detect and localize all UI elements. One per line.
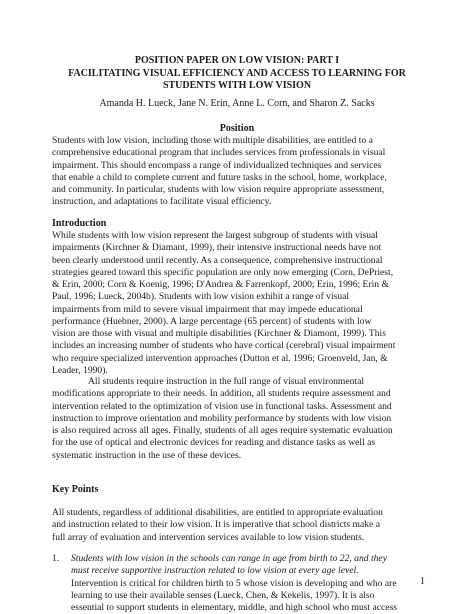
list-item-number: 1. bbox=[52, 553, 60, 564]
introduction-heading: Introduction bbox=[52, 218, 107, 229]
introduction-paragraph-2 bbox=[52, 376, 432, 462]
text-line: & Erin, 2000; Corn & Koenig, 1996; D'Andrea & Farrenkopf, 2000; Erin, 1996; Erin & bbox=[52, 279, 389, 290]
text-line: systematic instruction in the use of these devices. bbox=[52, 449, 242, 461]
text-line: Leader, 1990). bbox=[52, 364, 108, 376]
text-line: All students, regardless of additional disabilities, are entitled to appropriate evaluation bbox=[52, 507, 383, 518]
key-points-heading: Key Points bbox=[52, 484, 99, 495]
text-line: includes an increasing number of students who have cortical (cerebral) visual impairment bbox=[52, 340, 396, 352]
author-line: Amanda H. Lueck, Jane N. Erin, Anne L. Corn, and Sharon Z. Sacks bbox=[99, 98, 375, 109]
text-line: modifications appropriate to their needs. In addition, all students require assessment and bbox=[52, 388, 391, 400]
text-line: performance (Huebner, 2000). A large percentage (65 percent) of students with low bbox=[52, 315, 372, 327]
text-line: who require specialized intervention approaches (Dutton et al. 1996; Groenveld, Jan, & bbox=[52, 352, 388, 364]
text-line: Paul, 1996; Lueck, 2004b). Students with low vision exhibit a range of visual bbox=[52, 291, 350, 303]
title-line: FACILITATING VISUAL EFFICIENCY AND ACCESS TO LEARNING FOR bbox=[68, 67, 406, 79]
text-line: All students require instruction in the full range of visual environmental bbox=[88, 376, 365, 387]
text-line: impairments (Kirchner & Diamant, 1999), their intensive instructional needs have not bbox=[52, 242, 382, 254]
text-line: that enable a child to complete current and future tasks in the school, home, workplace, bbox=[52, 171, 387, 183]
list-item bbox=[71, 553, 433, 614]
position-paragraph bbox=[52, 135, 432, 209]
text-line: learning to use their available senses (Lueck, Chen, & Kekelis, 1997). It is also bbox=[71, 589, 375, 601]
title-line: STUDENTS WITH LOW VISION bbox=[162, 80, 312, 91]
key-points-intro bbox=[52, 507, 432, 544]
document-title bbox=[60, 55, 414, 93]
text-line: full array of evaluation and intervention services available to low vision students. bbox=[52, 531, 365, 543]
position-heading: Position bbox=[219, 123, 255, 134]
text-line: for the use of optical and electronic devices for reading and distance tasks as well as bbox=[52, 437, 376, 449]
text-line: and community. In particular, students with low vision require appropriate assessment, bbox=[52, 184, 385, 195]
text-line: strategies geared toward this specific population are only now emerging (Corn, DePriest, bbox=[52, 266, 394, 278]
text-line: Intervention is critical for children birth to 5 whose vision is developing and who are bbox=[71, 577, 397, 589]
text-line: vision are those with visual and multiple disabilities (Kirchner & Diamont, 1999). This bbox=[52, 328, 386, 339]
text-line: is also required across all ages. Finally, students of all ages require systematic evaluation bbox=[52, 425, 393, 436]
text-line: and instruction related to their low vision. It is imperative that school districts make a bbox=[52, 519, 380, 531]
title-line: POSITION PAPER ON LOW VISION: PART I bbox=[134, 55, 340, 66]
text-line: essential to support students in elementary, middle, and high school who must access bbox=[71, 602, 398, 613]
text-line: Students with low vision in the schools can range in age from birth to 22, and they bbox=[71, 553, 387, 564]
text-line: must receive supportive instruction related to low vision at every age level. bbox=[71, 565, 359, 577]
page-number: 1 bbox=[420, 576, 425, 587]
text-line: instruction, and adaptations to facilitate visual efficiency. bbox=[52, 196, 272, 208]
text-line: instruction to improve orientation and mobility performance by students with low vision bbox=[52, 412, 392, 424]
text-line: intervention related to the optimization of vision use in functional tasks. Assessment and bbox=[52, 400, 392, 412]
text-line: comprehensive educational program that includes services from professionals in visual bbox=[52, 147, 386, 159]
text-line: Students with low vision, including those with multiple disabilities, are entitled to a bbox=[52, 135, 373, 146]
text-line: impairment. This should encompass a range of individualized techniques and services bbox=[52, 159, 382, 171]
text-line: been clearly understood until recently. As a consequence, comprehensive instructional bbox=[52, 254, 383, 266]
text-line: impairments from mild to severe visual impairment that may impede educational bbox=[52, 303, 363, 315]
text-line: While students with low vision represent the largest subgroup of students with visual bbox=[52, 230, 378, 241]
introduction-paragraph-1 bbox=[52, 230, 432, 377]
